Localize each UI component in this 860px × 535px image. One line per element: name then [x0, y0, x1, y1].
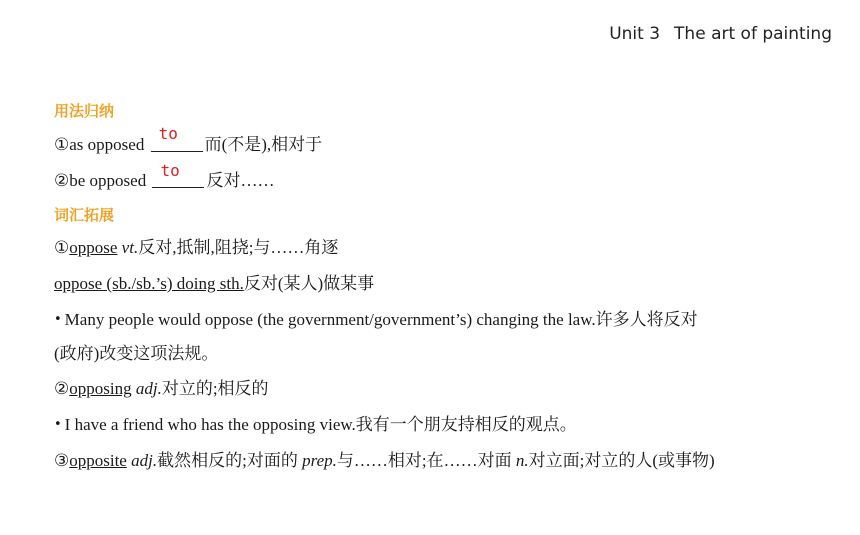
answer-text: to — [158, 124, 178, 143]
item-number: ③ — [54, 451, 70, 470]
bullet: • — [54, 312, 62, 327]
vocab-pattern — [54, 273, 374, 295]
part-of-speech: n. — [515, 451, 529, 470]
vocab-meaning: 反对,抵制,阻挠;与……角逐 — [138, 238, 339, 257]
unit-label: Unit 3 — [609, 24, 661, 44]
bullet: • — [54, 417, 62, 432]
part-of-speech: vt. — [121, 238, 139, 257]
answer-text: to — [160, 161, 180, 180]
usage-text: as opposed — [69, 135, 149, 154]
unit-title: The art of painting — [674, 24, 832, 44]
page-header — [609, 24, 832, 44]
section-vocab-heading: 词汇拓展 — [54, 206, 115, 224]
vocab-meaning: 对立的;相反的 — [161, 379, 269, 398]
section-usage-heading: 用法归纳 — [54, 102, 115, 120]
item-number: ② — [54, 379, 70, 398]
usage-item-2 — [54, 161, 275, 192]
item-number: ① — [54, 135, 70, 154]
vocab-meaning: 与……相对;在……对面 — [336, 451, 516, 470]
vocab-word: oppose — [69, 238, 118, 257]
vocab-word: opposing — [69, 379, 132, 398]
vocab-opposite — [54, 450, 715, 472]
part-of-speech: adj. — [131, 451, 158, 470]
vocab-word: opposite — [69, 451, 127, 470]
usage-meaning: 而(不是),相对于 — [204, 135, 323, 154]
example-zh: 我有一个朋友持相反的观点。 — [355, 415, 577, 434]
example-sentence-2 — [54, 414, 577, 436]
part-of-speech: adj. — [135, 379, 162, 398]
pattern-meaning: 反对(某人)做某事 — [243, 274, 375, 293]
vocab-meaning: 截然相反的;对面的 — [157, 451, 303, 470]
usage-meaning: 反对…… — [206, 171, 275, 190]
example-zh: 许多人将反对 — [595, 310, 698, 329]
usage-item-1 — [54, 124, 323, 156]
example-sentence-1 — [54, 309, 698, 331]
part-of-speech: prep. — [302, 451, 337, 470]
example-en: I have a friend who has the opposing view. — [64, 415, 356, 434]
vocab-oppose — [54, 237, 338, 259]
pattern-phrase: oppose (sb./sb.’s) doing sth. — [54, 274, 244, 293]
vocab-meaning: 对立面;对立的人(或事物) — [528, 451, 715, 470]
example-en: Many people would oppose (the government/government’s) changing the law. — [64, 310, 596, 329]
answer-blank[interactable] — [152, 161, 204, 188]
usage-text: be opposed — [69, 171, 151, 190]
item-number: ① — [54, 238, 70, 257]
vocab-opposing — [54, 378, 269, 400]
example-zh-cont: (政府)改变这项法规。 — [54, 344, 219, 363]
example-sentence-1-cont — [54, 343, 218, 365]
item-number: ② — [54, 171, 70, 190]
answer-blank[interactable] — [151, 124, 203, 152]
